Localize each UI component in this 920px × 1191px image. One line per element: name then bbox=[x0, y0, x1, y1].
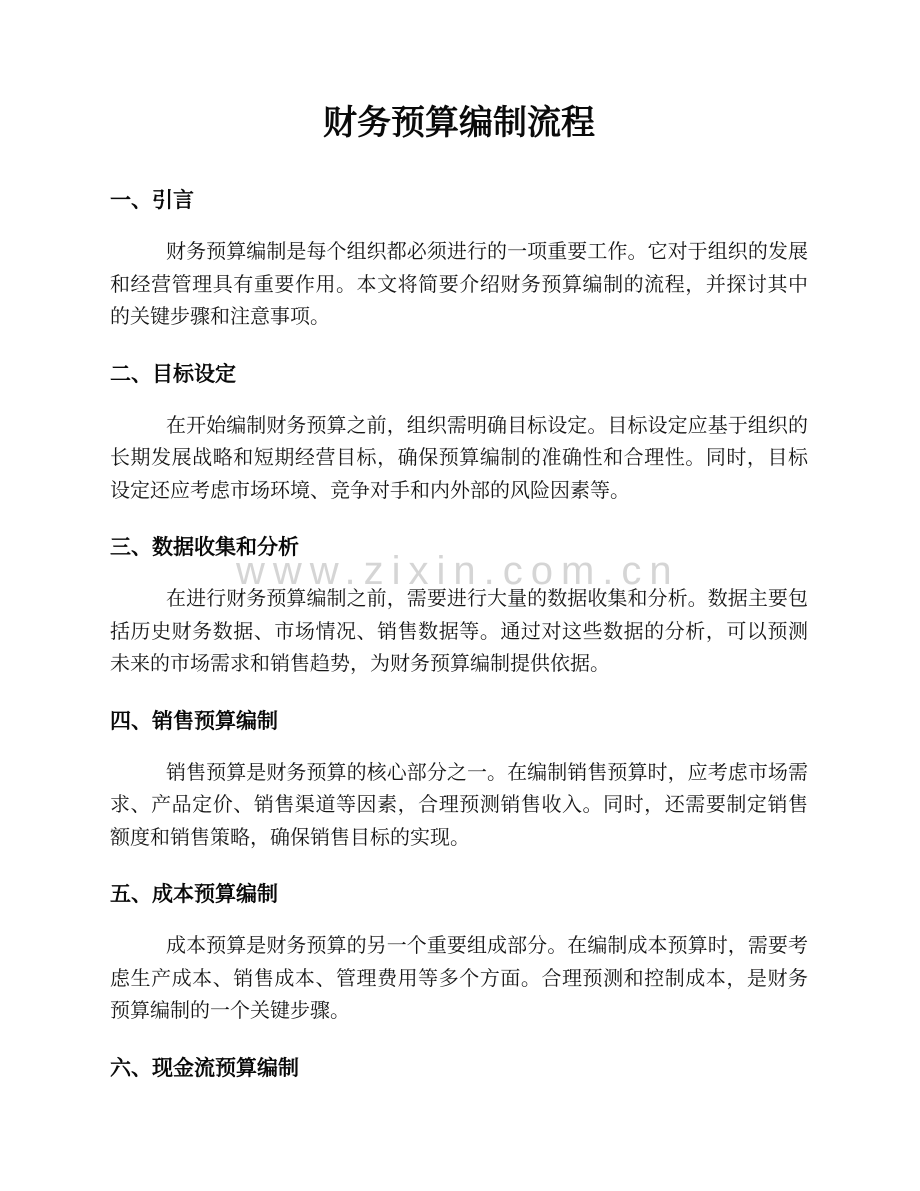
section-paragraph-sales-budget: 销售预算是财务预算的核心部分之一。在编制销售预算时，应考虑市场需求、产品定价、销售渠道等因素，合理预测销售收入。同时，还需要制定销售额度和销售策略，确保销售目标的实现。 bbox=[110, 761, 808, 849]
section-paragraph-cost-budget: 成本预算是财务预算的另一个重要组成部分。在编制成本预算时，需要考虑生产成本、销售成本、管理费用等多个方面。合理预测和控制成本，是财务预算编制的一个关键步骤。 bbox=[110, 935, 808, 1022]
watermark-text: www.zixin.com.cn bbox=[236, 549, 680, 593]
section-paragraph-goal-setting: 在开始编制财务预算之前，组织需明确目标设定。目标设定应基于组织的长期发展战略和短期经营目标，确保预算编制的准确性和合理性。同时，目标设定还应考虑市场环境、竞争对手和内外部的风险因素等。 bbox=[110, 414, 808, 502]
document-title: 财务预算编制流程 bbox=[323, 104, 595, 142]
section-heading-introduction: 一、引言 bbox=[110, 189, 194, 212]
section-paragraph-introduction: 财务预算编制是每个组织都必须进行的一项重要工作。它对于组织的发展和经营管理具有重要作用。本文将简要介绍财务预算编制的流程，并探讨其中的关键步骤和注意事项。 bbox=[110, 241, 808, 328]
section-heading-goal-setting: 二、目标设定 bbox=[110, 362, 236, 386]
section-heading-data-collection: 三、数据收集和分析 bbox=[110, 536, 299, 559]
section-heading-sales-budget: 四、销售预算编制 bbox=[110, 709, 278, 733]
section-heading-cost-budget: 五、成本预算编制 bbox=[110, 883, 278, 906]
section-paragraph-data-collection: 在进行财务预算编制之前，需要进行大量的数据收集和分析。数据主要包括历史财务数据、市场情况、销售数据等。通过对这些数据的分析，可以预测未来的市场需求和销售趋势，为财务预算编制提供依据。 bbox=[110, 588, 808, 675]
section-heading-cash-flow-budget: 六、现金流预算编制 bbox=[110, 1056, 299, 1080]
